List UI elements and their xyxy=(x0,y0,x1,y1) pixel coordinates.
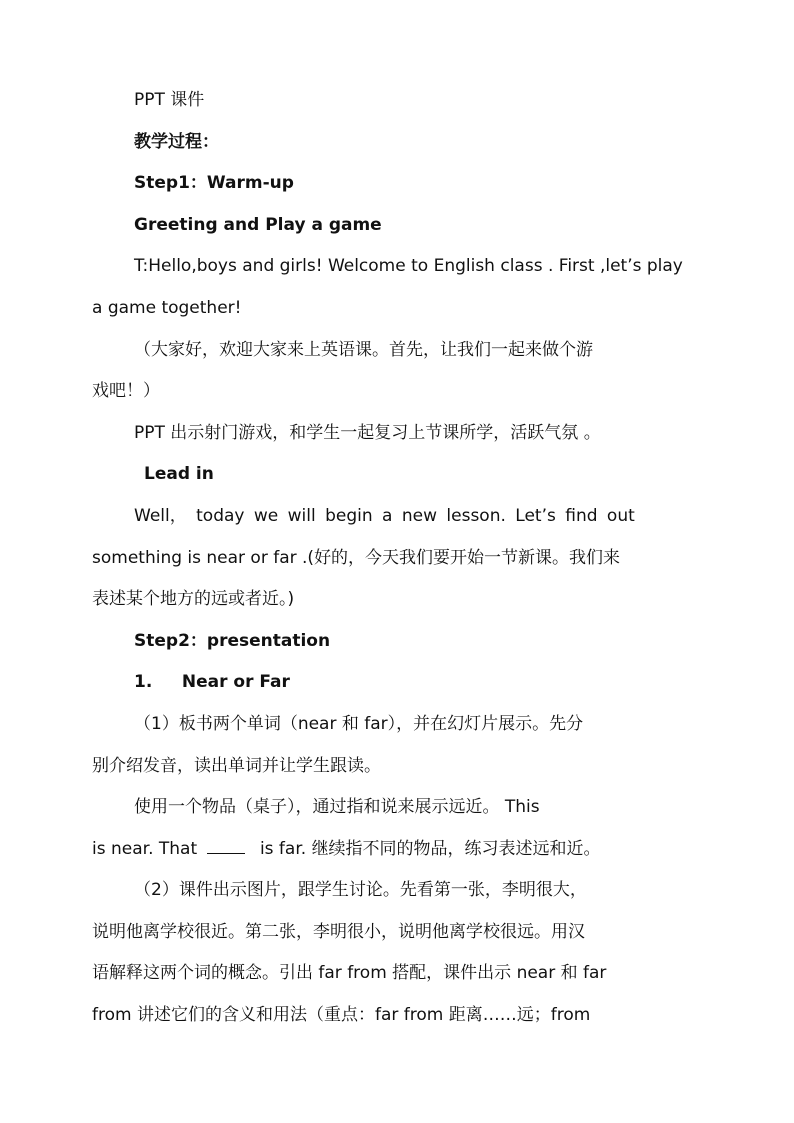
paragraph-line: Well， today we will begin a new lesson. Let’s find out xyxy=(134,505,635,526)
document-body xyxy=(92,80,702,1037)
paragraph-line: （2）课件出示图片，跟学生讨论。先看第一张，李明很大， xyxy=(134,880,587,901)
paragraph-line: 戏吧！） xyxy=(92,381,160,402)
greeting-subheading: Greeting and Play a game xyxy=(134,214,382,235)
paragraph-line: 使用一个物品（桌子），通过指和说来展示远近。 This xyxy=(134,797,540,818)
paragraph-line: 语解释这两个词的概念。引出 far from 搭配，课件出示 near 和 far xyxy=(92,963,607,984)
paragraph-line: from 讲述它们的含义和用法（重点：far from 距离……远；from xyxy=(92,1005,591,1026)
teaching-process-heading: 教学过程： xyxy=(134,131,219,152)
paragraph-line: 表述某个地方的远或者近。) xyxy=(92,589,295,610)
courseware-line: PPT 课件 xyxy=(134,90,205,110)
step1-heading: Step1：Warm-up xyxy=(134,173,294,194)
paragraph-line: （大家好，欢迎大家来上英语课。首先，让我们一起来做个游 xyxy=(134,339,593,360)
line-text-start: is near. That xyxy=(92,838,198,859)
paragraph-line: （1）板书两个单词（near 和 far），并在幻灯片展示。先分 xyxy=(134,713,584,734)
paragraph-line: 别介绍发音，读出单词并让学生跟读。 xyxy=(92,755,381,776)
paragraph-line: T:Hello,boys and girls! Welcome to English class . First ,let’s play xyxy=(134,256,683,277)
paragraph-line: PPT 出示射门游戏，和学生一起复习上节课所学，活跃气氛 。 xyxy=(134,422,601,443)
line-text-end: 继续指不同的物品，练习表述远和近。 xyxy=(311,838,601,859)
lead-in-heading: Lead in xyxy=(144,464,214,485)
paragraph-line-with-blank xyxy=(92,829,702,871)
step2-heading: Step2：presentation xyxy=(134,630,331,651)
fill-in-blank xyxy=(207,839,245,854)
paragraph-line: 说明他离学校很近。第二张，李明很小，说明他离学校很远。用汉 xyxy=(92,921,585,942)
paragraph-line: a game together! xyxy=(92,297,242,318)
line-text-middle: is far. xyxy=(259,838,307,859)
paragraph-line: something is near or far .(好的，今天我们要开始一节新课。我们来 xyxy=(92,547,621,568)
near-or-far-heading: 1. Near or Far xyxy=(134,672,290,693)
